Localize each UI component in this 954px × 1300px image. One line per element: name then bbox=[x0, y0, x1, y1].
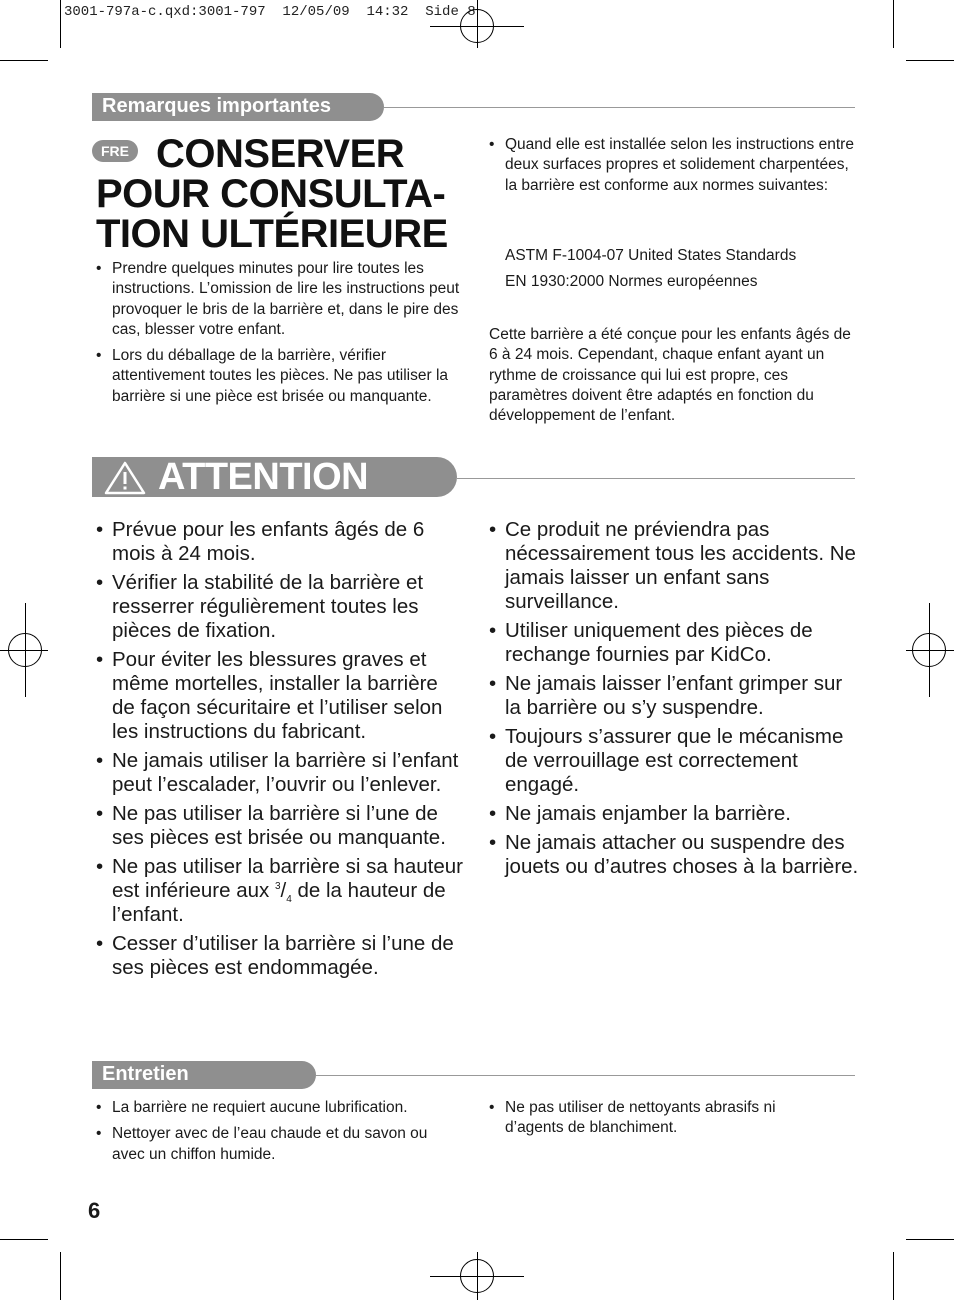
crop-mark bbox=[893, 0, 894, 48]
list-item: • Ne pas utiliser de nettoyants abrasifs ni d’agents de blanchiment. bbox=[489, 1098, 829, 1139]
standard-item: ASTM F-1004-07 United States Standards bbox=[505, 247, 797, 264]
list-item: • Ne pas utiliser la barrière si l’une de ses pièces est brisée ou manquante. bbox=[96, 802, 466, 850]
crop-mark bbox=[0, 60, 48, 61]
list-item: • Ne jamais enjamber la barrière. bbox=[489, 802, 863, 826]
list-item: • Prendre quelques minutes pour lire toutes les instructions. L’omission de lire les instructions peut provoquer le bris de la barrière et, dans le pire des cas, blesser votre enfant. bbox=[96, 259, 474, 340]
title-line-2: POUR CONSULTA- bbox=[96, 172, 446, 216]
list-item: • Prévue pour les enfants âgés de 6 mois à 24 mois. bbox=[96, 518, 466, 566]
language-badge: FRE bbox=[92, 140, 138, 162]
section-rule bbox=[457, 478, 855, 479]
section-rule bbox=[316, 1075, 855, 1076]
crop-mark bbox=[60, 1252, 61, 1300]
warning-triangle-icon bbox=[104, 461, 146, 495]
list-item: • Nettoyer avec de l’eau chaude et du savon ou avec un chiffon humide. bbox=[96, 1124, 456, 1165]
list-item: • Quand elle est installée selon les instructions entre deux surfaces propres et solidement charpentées, la barrière est conforme aux normes suivantes: bbox=[489, 135, 859, 196]
attention-list-left bbox=[96, 518, 466, 985]
attention-banner bbox=[92, 457, 457, 497]
printer-slug: 3001-797a-c.qxd:3001-797 12/05/09 14:32 Side 8 bbox=[64, 4, 476, 20]
title-line-1: CONSERVER bbox=[156, 132, 405, 176]
page-title bbox=[96, 134, 486, 254]
section-header-entretien bbox=[92, 1061, 316, 1089]
list-item: • Ce produit ne préviendra pas nécessairement tous les accidents. Ne jamais laisser un enfant sans surveillance. bbox=[489, 518, 863, 614]
list-item: • Ne jamais laisser l’enfant grimper sur la barrière ou s’y suspendre. bbox=[489, 672, 863, 720]
crop-mark bbox=[60, 0, 61, 48]
height-text-before: Ne pas utiliser la barrière si sa hauteur est inférieure aux bbox=[112, 855, 463, 902]
crop-mark bbox=[893, 1252, 894, 1300]
crop-mark bbox=[906, 1239, 954, 1240]
maintenance-list-left bbox=[96, 1098, 456, 1171]
height-text-after: de la hauteur de l’enfant. bbox=[112, 879, 446, 926]
attention-title: ATTENTION bbox=[158, 456, 369, 498]
section-header-remarques bbox=[92, 93, 384, 121]
maintenance-list-right bbox=[489, 1098, 829, 1145]
intro-bullet-list bbox=[96, 259, 474, 413]
section-header-label: Remarques importantes bbox=[102, 95, 331, 117]
list-item: • Lors du déballage de la barrière, vérifier attentivement toutes les pièces. Ne pas utiliser la barrière si une pièce est brisée ou manquante. bbox=[96, 346, 474, 407]
age-paragraph: Cette barrière a été conçue pour les enfants âgés de 6 à 24 mois. Cependant, chaque enfant ayant un rythme de croissance qui lui est propre, ces paramètres doivent être adaptés en fonction du développement de l’enfant. bbox=[489, 326, 851, 425]
list-item: • Ne pas utiliser la barrière si sa hauteur est inférieure aux $^3/_4$ de la hauteur de l’enfant. bbox=[96, 855, 466, 927]
attention-list-right bbox=[489, 518, 863, 884]
standards-bullet-list bbox=[489, 135, 859, 202]
fraction-numerator: 3 bbox=[274, 881, 281, 893]
title-line-3: TION ULTÉRIEURE bbox=[96, 212, 448, 256]
list-item: • Utiliser uniquement des pièces de rechange fournies par KidCo. bbox=[489, 619, 863, 667]
section-header-label: Entretien bbox=[102, 1063, 189, 1085]
list-item: • Pour éviter les blessures graves et même mortelles, installer la barrière de façon sécuritaire et l’utiliser selon les instructions du fabricant. bbox=[96, 648, 466, 744]
crop-mark bbox=[0, 1239, 48, 1240]
list-item: • Vérifier la stabilité de la barrière et resserrer régulièrement toutes les pièces de fixation. bbox=[96, 571, 466, 643]
list-item: • Toujours s’assurer que le mécanisme de verrouillage est correctement engagé. bbox=[489, 725, 863, 797]
section-rule bbox=[384, 107, 855, 108]
list-item: • La barrière ne requiert aucune lubrification. bbox=[96, 1098, 456, 1118]
list-item: • Cesser d’utiliser la barrière si l’une de ses pièces est endommagée. bbox=[96, 932, 466, 980]
standard-item: EN 1930:2000 Normes européennes bbox=[505, 273, 758, 290]
crop-mark bbox=[906, 60, 954, 61]
list-item: • Ne jamais attacher ou suspendre des jouets ou d’autres choses à la barrière. bbox=[489, 831, 863, 879]
page-number: 6 bbox=[88, 1198, 101, 1223]
fraction-denominator: 4 bbox=[286, 894, 292, 906]
list-item: • Ne jamais utiliser la barrière si l’enfant peut l’escalader, l’ouvrir ou l’enlever. bbox=[96, 749, 466, 797]
